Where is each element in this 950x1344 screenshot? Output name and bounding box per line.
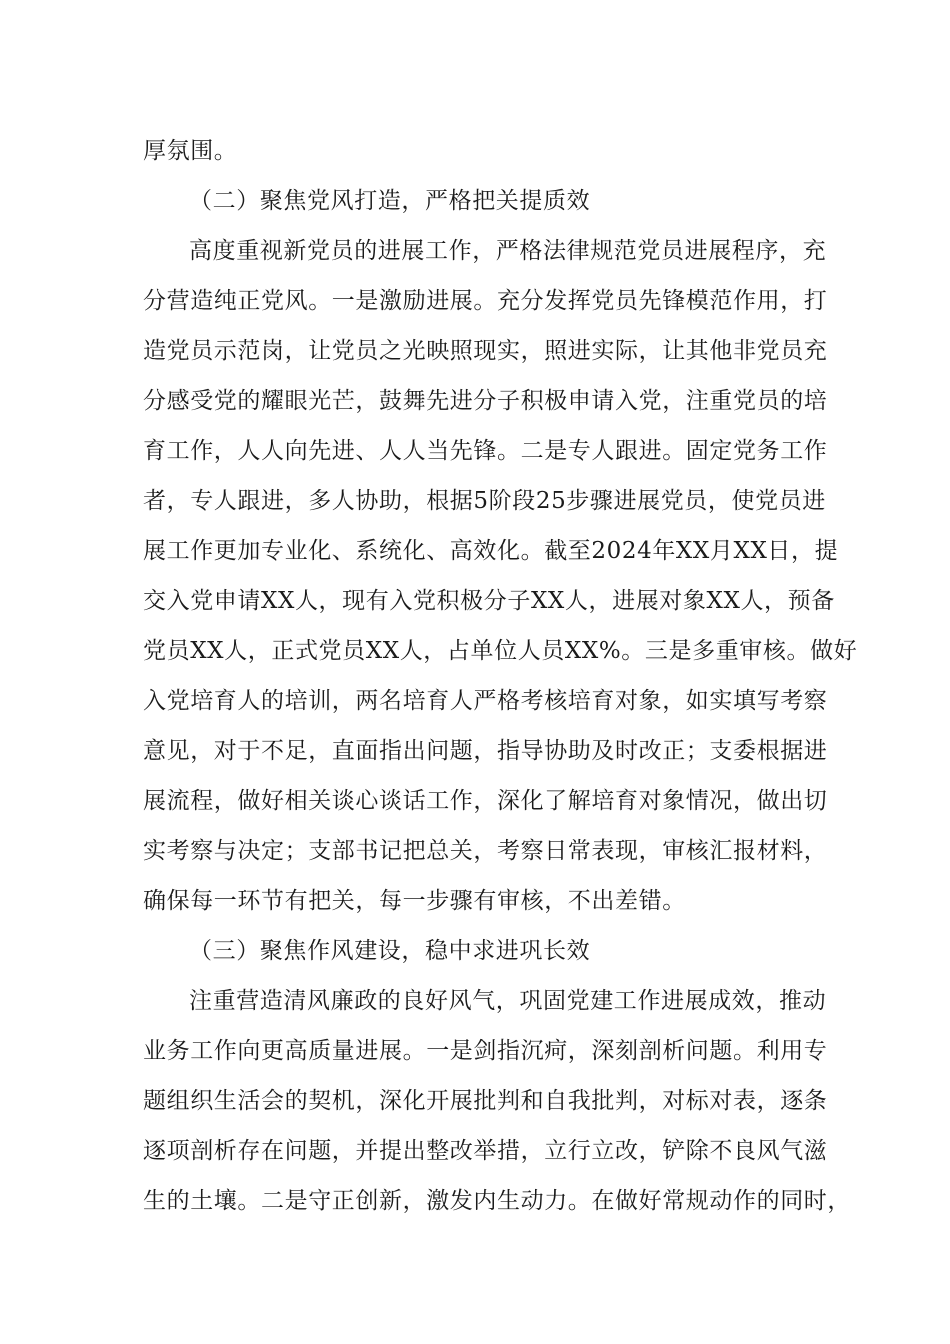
text-line-20: 题组织生活会的契机，深化开展批判和自我批判，对标对表，逐条 xyxy=(143,1088,828,1114)
text-line-12: 入党培育人的培训，两名培育人严格考核培育对象，如实填写考察 xyxy=(143,688,828,714)
text-line-14: 展流程，做好相关谈心谈话工作，深化了解培育对象情况，做出切 xyxy=(143,788,828,814)
section-heading-3: （三）聚焦作风建设，稳中求进巩长效 xyxy=(189,938,591,964)
text-line-22: 生的土壤。二是守正创新，激发内生动力。在做好常规动作的同时， xyxy=(143,1188,851,1214)
text-line-8: 者，专人跟进，多人协助，根据5阶段25步骤进展党员，使党员进 xyxy=(143,488,826,514)
text-line-15: 实考察与决定；支部书记把总关，考察日常表现，审核汇报材料， xyxy=(143,838,828,864)
text-line-13: 意见，对于不足，直面指出问题，指导协助及时改正；支委根据进 xyxy=(143,738,828,764)
text-line-4: 分营造纯正党风。一是激励进展。充分发挥党员先锋模范作用，打 xyxy=(143,288,828,314)
text-line-18: 注重营造清风廉政的良好风气，巩固党建工作进展成效，推动 xyxy=(189,988,827,1014)
text-line-6: 分感受党的耀眼光芒，鼓舞先进分子积极申请入党，注重党员的培 xyxy=(143,388,828,414)
text-line-10: 交入党申请XX人，现有入党积极分子XX人，进展对象XX人，预备 xyxy=(143,588,835,614)
text-line-21: 逐项剖析存在问题，并提出整改举措，立行立改，铲除不良风气滋 xyxy=(143,1138,828,1164)
text-line-9: 展工作更加专业化、系统化、高效化。截至2024年XX月XX日，提 xyxy=(143,538,839,564)
text-line-19: 业务工作向更高质量进展。一是剑指沉疴，深刻剖析问题。利用专 xyxy=(143,1038,828,1064)
text-line-5: 造党员示范岗，让党员之光映照现实，照进实际，让其他非党员充 xyxy=(143,338,828,364)
text-line-1: 厚氛围。 xyxy=(143,138,238,164)
section-heading-2: （二）聚焦党风打造，严格把关提质效 xyxy=(189,188,591,214)
text-line-3: 高度重视新党员的进展工作，严格法律规范党员进展程序，充 xyxy=(189,238,827,264)
text-line-16: 确保每一环节有把关，每一步骤有审核，不出差错。 xyxy=(143,888,686,914)
text-line-11: 党员XX人，正式党员XX人，占单位人员XX%。三是多重审核。做好 xyxy=(143,638,858,664)
text-line-7: 育工作，人人向先进、人人当先锋。二是专人跟进。固定党务工作 xyxy=(143,438,828,464)
